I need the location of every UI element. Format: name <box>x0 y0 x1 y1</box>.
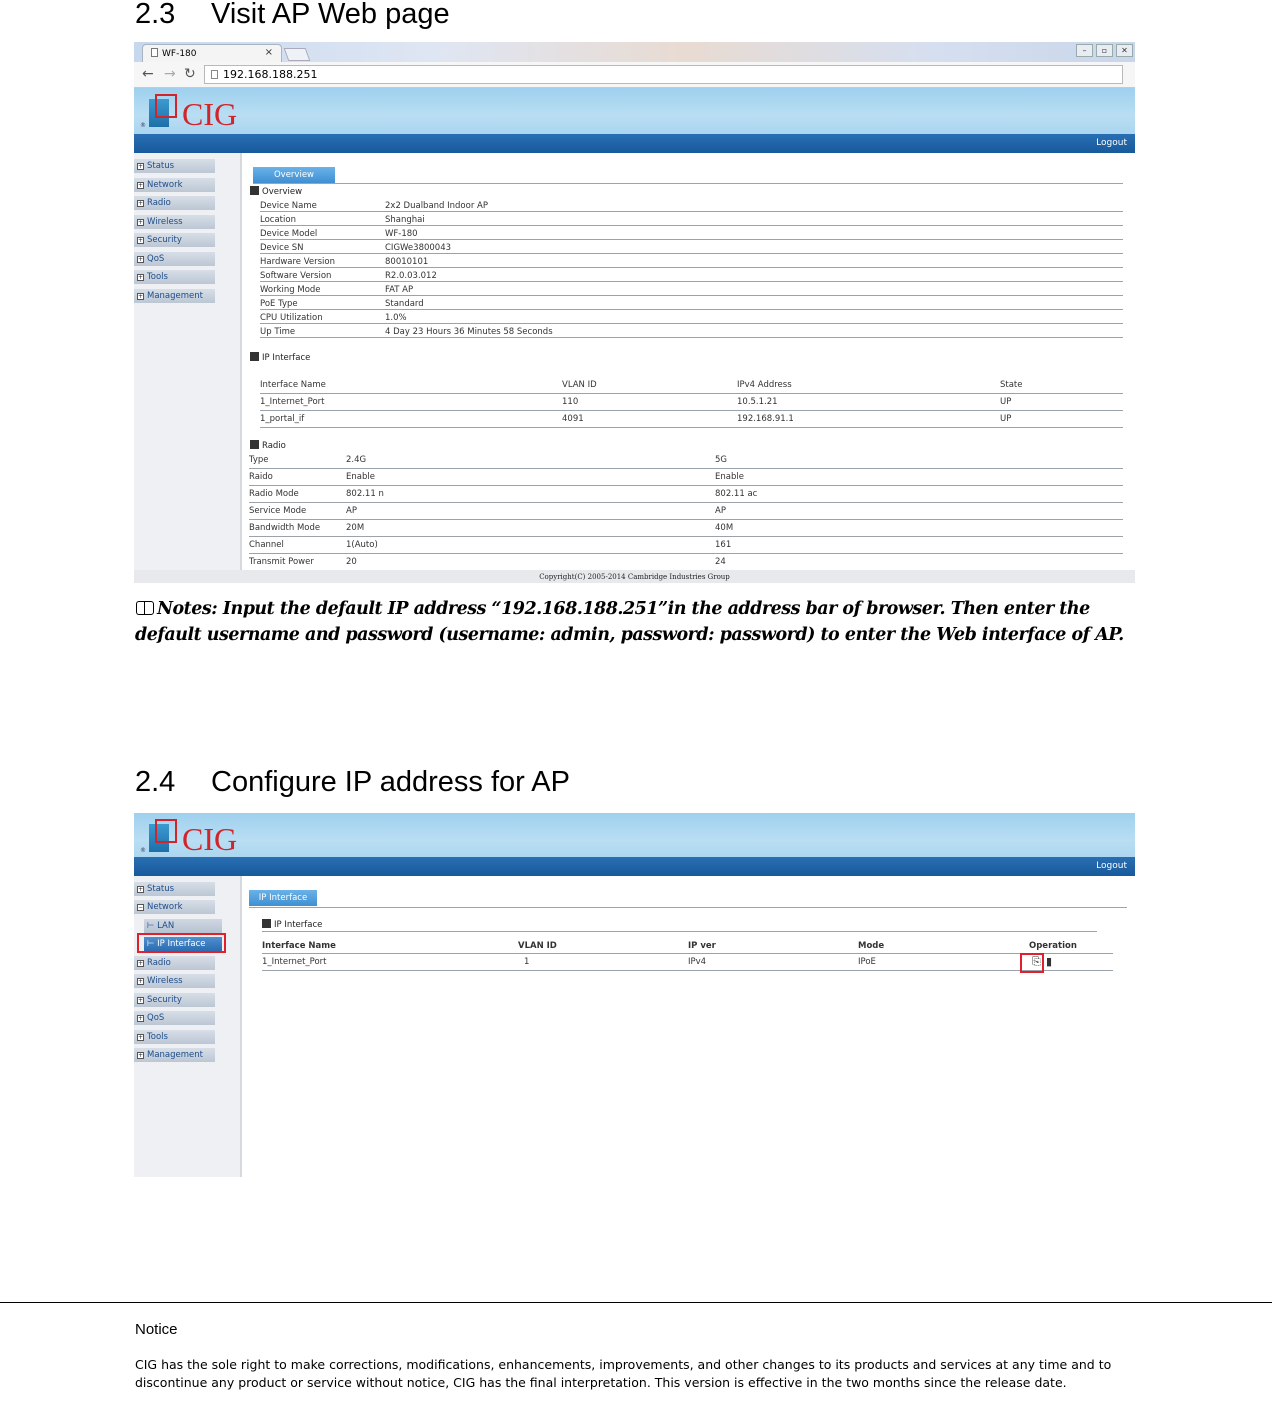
overview-section-header: Overview <box>250 186 302 197</box>
sidebar-item-tools[interactable]: + Tools <box>134 270 215 284</box>
table-row: Hardware Version 80010101 <box>260 254 1123 268</box>
tab-overview[interactable]: Overview <box>253 167 335 183</box>
sidebar-item-qos[interactable]: + QoS <box>134 252 215 266</box>
table-header-row: Interface Name VLAN ID IP ver Mode Operation <box>262 938 1113 954</box>
sidebar <box>134 876 242 1177</box>
section-number: 2.3 <box>135 0 176 30</box>
sidebar-subitem-ip-interface[interactable]: ⊢ IP Interface <box>144 937 222 951</box>
tab-title: WF-180 <box>162 49 197 59</box>
sidebar-item-wireless[interactable]: + Wireless <box>134 215 215 229</box>
app-header <box>134 88 1135 134</box>
table-row: Service Mode AP AP <box>249 503 1123 520</box>
table-row: Device Model WF-180 <box>260 226 1123 240</box>
logout-link[interactable]: Logout <box>1096 138 1127 148</box>
table-row: Location Shanghai <box>260 212 1123 226</box>
edit-icon[interactable]: ⎘ <box>1032 955 1041 968</box>
sidebar-item-security[interactable]: + Security <box>134 233 215 247</box>
sidebar-subitem-lan[interactable]: ⊢ LAN <box>144 919 222 933</box>
section-heading-2-4 <box>135 766 570 799</box>
app-nav-bar <box>134 134 1135 153</box>
sidebar-item-wireless[interactable]: + Wireless <box>134 974 215 988</box>
overview-content <box>244 153 1135 570</box>
close-icon[interactable]: × <box>264 47 273 58</box>
url-text: 192.168.188.251 <box>223 68 318 81</box>
table-row: Bandwidth Mode 20M 40M <box>249 520 1123 537</box>
table-row: Up Time 4 Day 23 Hours 36 Minutes 58 Seconds <box>260 324 1123 338</box>
address-bar[interactable] <box>204 65 1123 84</box>
ip-interface-content <box>244 876 1135 1177</box>
table-row: Transmit Power 20 24 <box>249 557 726 567</box>
sidebar-item-management[interactable]: + Management <box>134 289 215 303</box>
forward-icon[interactable]: → <box>164 66 176 82</box>
table-row: Device SN CIGWe3800043 <box>260 240 1123 254</box>
reload-icon[interactable]: ↻ <box>184 66 196 82</box>
browser-tab[interactable] <box>142 44 282 62</box>
section-heading-2-3 <box>135 0 450 31</box>
notes-text: Notes: Input the default IP address “192.168.188.251”in the address bar of browser. Then enter the default username and password (username: admin, password: password) to enter the Web interface of AP. <box>135 599 1124 645</box>
sidebar-item-network[interactable]: − Network <box>134 900 215 914</box>
ip-interface-section-header: IP Interface <box>250 352 310 363</box>
tab-ip-interface[interactable]: IP Interface <box>249 890 317 906</box>
sidebar-item-status[interactable]: + Status <box>134 882 215 896</box>
table-row: PoE Type Standard <box>260 296 1123 310</box>
section-number: 2.4 <box>135 766 176 798</box>
highlight-box <box>1020 953 1044 973</box>
copyright-bar: Copyright(C) 2005-2014 Cambridge Industries Group <box>134 570 1135 583</box>
book-icon <box>135 600 155 615</box>
table-row: Raido Enable Enable <box>249 469 1123 486</box>
sidebar-item-radio[interactable]: + Radio <box>134 196 215 210</box>
app-header <box>134 813 1135 859</box>
page-icon <box>151 48 158 57</box>
cig-logo: CIG ® <box>140 96 238 132</box>
sidebar <box>134 153 242 570</box>
table-row: Software Version R2.0.03.012 <box>260 268 1123 282</box>
browser-toolbar <box>134 62 1135 88</box>
app-nav-bar <box>134 857 1135 876</box>
notice-title: Notice <box>135 1321 178 1338</box>
sidebar-item-status[interactable]: + Status <box>134 159 215 173</box>
screenshot-overview <box>134 42 1135 583</box>
back-icon[interactable]: ← <box>142 66 154 82</box>
sidebar-item-management[interactable]: + Management <box>134 1048 215 1062</box>
window-controls <box>1076 44 1133 57</box>
highlight-box <box>137 933 226 953</box>
ip-interface-section-header: IP Interface <box>262 919 322 930</box>
sidebar-item-network[interactable]: + Network <box>134 178 215 192</box>
table-row: Channel 1(Auto) 161 <box>249 537 1123 554</box>
table-row: 1_portal_if 4091 192.168.91.1 UP <box>260 411 1123 428</box>
browser-titlebar <box>134 42 1135 62</box>
table-header-row: Interface Name VLAN ID IPv4 Address State <box>260 377 1123 394</box>
logout-link[interactable]: Logout <box>1096 861 1127 871</box>
table-row: 1_Internet_Port 110 10.5.1.21 UP <box>260 394 1123 411</box>
sidebar-item-qos[interactable]: + QoS <box>134 1011 215 1025</box>
sidebar-item-tools[interactable]: + Tools <box>134 1030 215 1044</box>
minimize-icon[interactable]: – <box>1076 44 1093 57</box>
footer-rule <box>0 1302 1272 1303</box>
table-row: Radio Mode 802.11 n 802.11 ac <box>249 486 1123 503</box>
new-tab-button[interactable] <box>284 48 311 61</box>
table-row: Type 2.4G 5G <box>249 452 1123 469</box>
page-icon <box>211 70 218 79</box>
sidebar-item-security[interactable]: + Security <box>134 993 215 1007</box>
notice-text: CIG has the sole right to make corrections, modifications, enhancements, improvements, and other changes to its products and services at any time and to discontinue any product or service without notice, CIG has the final interpretation. This version is effective in the two months since the release date. <box>135 1357 1112 1390</box>
notes-paragraph <box>135 596 1135 648</box>
cig-logo: CIG ® <box>140 821 238 857</box>
table-row: Working Mode FAT AP <box>260 282 1123 296</box>
delete-icon[interactable]: ▮ <box>1046 955 1053 968</box>
table-row: CPU Utilization 1.0% <box>260 310 1123 324</box>
table-row: 1_Internet_Port 1 IPv4 IPoE ⎘ ▮ <box>262 954 1113 971</box>
table-row: Device Name 2x2 Dualband Indoor AP <box>260 198 1123 212</box>
maximize-icon[interactable]: ▫ <box>1096 44 1113 57</box>
sidebar-item-radio[interactable]: + Radio <box>134 956 215 970</box>
screenshot-ip-interface <box>134 813 1135 1177</box>
close-window-icon[interactable]: ✕ <box>1116 44 1133 57</box>
radio-section-header: Radio <box>250 440 286 451</box>
section-title: Configure IP address for AP <box>211 766 570 798</box>
section-title: Visit AP Web page <box>211 0 450 30</box>
